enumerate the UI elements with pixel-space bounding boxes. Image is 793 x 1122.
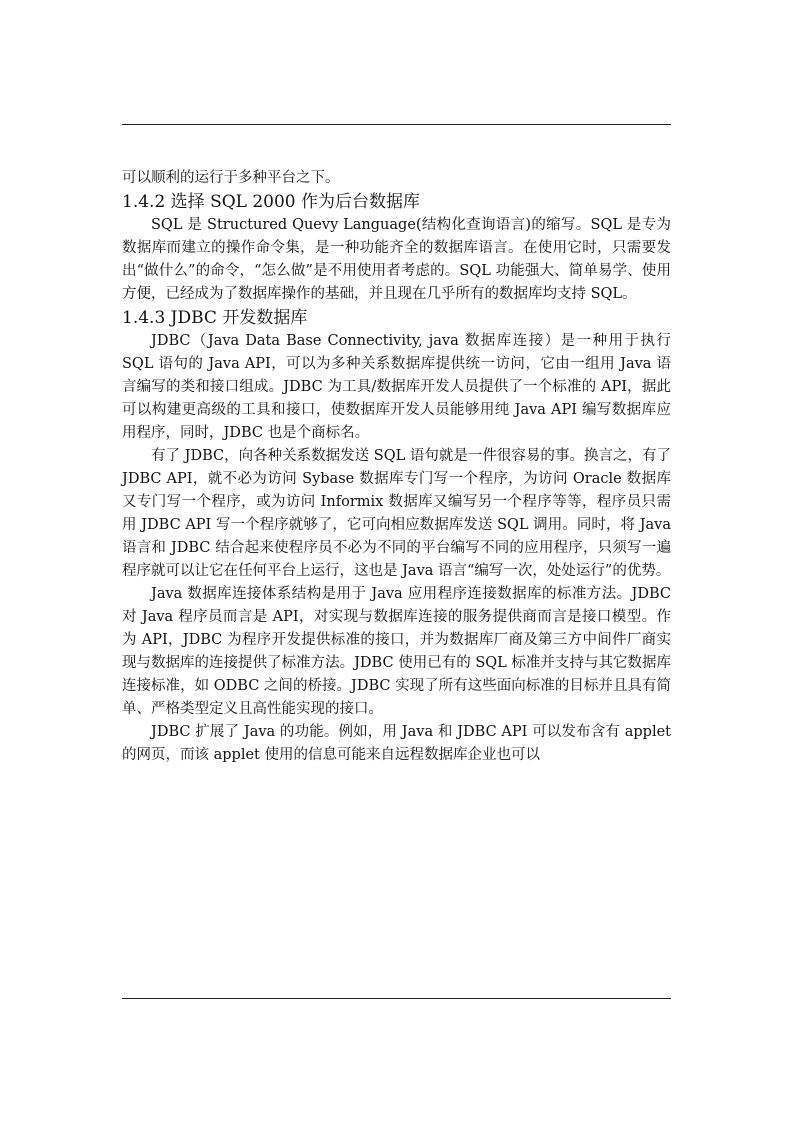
section-heading-1-4-2: 1.4.2 选择 SQL 2000 作为后台数据库	[122, 192, 421, 212]
paragraph-jdbc-architecture: Java 数据库连接体系结构是用于 Java 应用程序连接数据库的标准方法。JDBC 对 Java 程序员而言是 API，对实现与数据库连接的服务提供商而言是接口模型。作为 API，JDBC 为程序开发提供标准的接口，并为数据库厂商及第三方中间件厂商实现与数据库的连接提供了标准方法。JDBC 使用已有的 SQL 标准并支持与其它数据库连接标准，如 ODBC 之间的桥接。JDBC 实现了所有这些面向标准的目标并且具有简单、严格类型定义且高性能实现的接口。	[122, 586, 671, 717]
page-content	[122, 167, 671, 767]
paragraph-jdbc-extension: JDBC 扩展了 Java 的功能。例如，用 Java 和 JDBC API 可以发布含有 applet 的网页，而该 applet 使用的信息可能来自远程数据库企业也可以	[122, 724, 671, 763]
continuation-text: 可以顺利的运行于多种平台之下。	[122, 170, 340, 186]
paragraph-sql-intro: SQL 是 Structured Quevy Language(结构化查询语言)的缩写。SQL 是专为数据库而建立的操作命令集，是一种功能齐全的数据库语言。在使用它时，只需要发出“做什么”的命令，“怎么做”是不用使用者考虑的。SQL 功能强大、简单易学、使用方便，已经成为了数据库操作的基础，并且现在几乎所有的数据库均支持 SQL。	[122, 217, 671, 302]
footer-rule	[122, 998, 671, 999]
paragraph-jdbc-advantage: 有了 JDBC，向各种关系数据发送 SQL 语句就是一件很容易的事。换言之，有了 JDBC API，就不必为访问 Sybase 数据库专门写一个程序，为访问 Oracle 数据库又专门写一个程序，或为访问 Informix 数据库又编写另一个程序等等，程序员只需用 JDBC API 写一个程序就够了，它可向相应数据库发送 SQL 调用。同时，将 Java 语言和 JDBC 结合起来使程序员不必为不同的平台编写不同的应用程序，只须写一遍程序就可以让它在任何平台上运行，这也是 Java 语言“编写一次，处处运行”的优势。	[122, 448, 671, 579]
section-heading-1-4-3: 1.4.3 JDBC 开发数据库	[122, 308, 308, 328]
header-rule	[122, 124, 671, 125]
paragraph-jdbc-definition: JDBC（Java Data Base Connectivity, java 数据库连接）是一种用于执行 SQL 语句的 Java API，可以为多种关系数据库提供统一访问，它由一组用 Java 语言编写的类和接口组成。JDBC 为工具/数据库开发人员提供了一个标准的 API，据此可以构建更高级的工具和接口，使数据库开发人员能够用纯 Java API 编写数据库应用程序，同时，JDBC 也是个商标名。	[122, 333, 671, 441]
